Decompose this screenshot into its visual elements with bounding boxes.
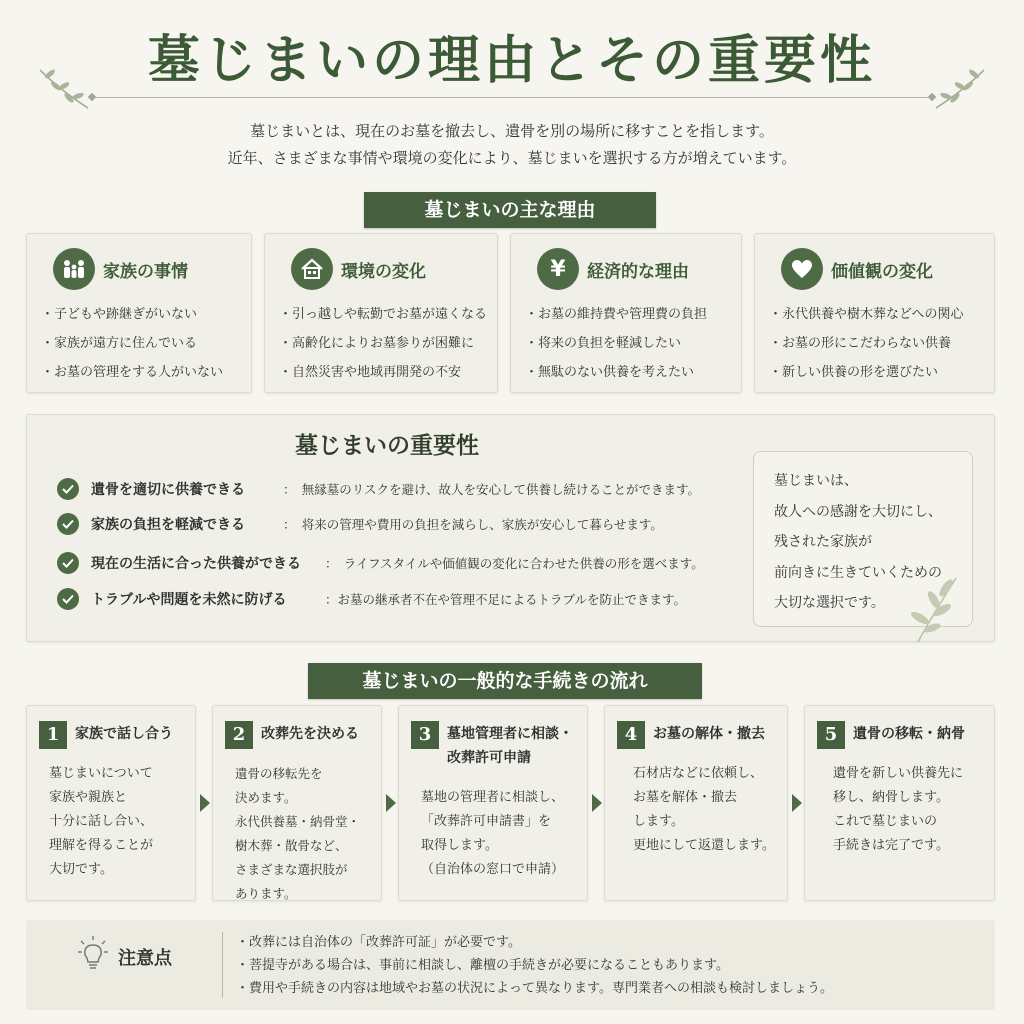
importance-label: 現在の生活に合った供養ができる — [91, 556, 301, 572]
step-title — [653, 722, 765, 746]
check-icon — [57, 588, 79, 610]
step-title-line: 改葬先を決める — [261, 726, 359, 742]
importance-desc: ： ライフスタイルや価値観の変化に合わせた供養の形を選べます。 — [325, 556, 704, 571]
list-item: ・ 新しい供養の形を選びたい — [769, 358, 964, 387]
check-icon — [57, 513, 79, 535]
list-item: ・ 家族が遠方に住んでいる — [41, 329, 223, 358]
importance-label: 家族の負担を軽減できる — [91, 517, 245, 533]
flow-step-2 — [212, 705, 382, 901]
step-title — [75, 722, 173, 746]
step-body-line: 家族や親族と — [49, 790, 128, 805]
step-body-line: 十分に話し合い、 — [49, 814, 154, 829]
step-number: 2 — [225, 721, 253, 749]
flow-step-3 — [398, 705, 588, 901]
step-body-line: （自治体の窓口で申請） — [421, 862, 565, 877]
step-number: 3 — [411, 721, 439, 749]
step-number: 1 — [39, 721, 67, 749]
flow-step-5 — [804, 705, 995, 901]
importance-desc: ： 無縁墓のリスクを避け、故人を安心して供養し続けることができます。 — [283, 482, 701, 497]
step-body-line: 永代供養墓・納骨堂・ — [235, 814, 361, 829]
importance-heading: 墓じまいの重要性 — [295, 432, 479, 459]
importance-row — [57, 587, 286, 611]
card-title: 経済的な理由 — [587, 261, 689, 282]
step-body — [235, 762, 360, 906]
check-icon — [57, 552, 79, 574]
step-body-line: 墓地の管理者に相談し、 — [421, 790, 565, 805]
flow-step-4 — [604, 705, 788, 901]
step-body — [49, 762, 153, 882]
list-item: ・ 子どもや跡継ぎがいない — [41, 300, 223, 329]
list-item: ・ 引っ越しや転勤でお墓が遠くなる — [279, 300, 487, 329]
step-body — [633, 762, 775, 858]
list-item: ・ 無駄のない供養を考えたい — [525, 358, 707, 387]
step-title — [447, 722, 573, 770]
step-title — [853, 722, 965, 746]
step-body-line: あります。 — [235, 886, 297, 901]
step-title — [261, 722, 359, 746]
list-item: ・ 永代供養や樹木葬などへの関心 — [769, 300, 964, 329]
flow-heading: 墓じまいの一般的な手続きの流れ — [308, 663, 702, 699]
step-body-line: 大切です。 — [49, 862, 113, 877]
step-title-line: 墓地管理者に相談・ — [447, 726, 573, 742]
step-body-line: 更地にして返還します。 — [633, 838, 775, 853]
arrow-right-icon — [592, 794, 602, 812]
reasons-heading: 墓じまいの主な理由 — [364, 192, 656, 228]
list-item: ・ 高齢化によりお墓参りが困難に — [279, 329, 487, 358]
page-title: 墓じまいの理由とその重要性 — [147, 30, 876, 91]
step-body-line: 石材店などに依頼し、 — [633, 766, 764, 781]
step-body-line: お墓を解体・撤去 — [633, 790, 738, 805]
arrow-right-icon — [200, 794, 210, 812]
intro-line: 近年、さまざまな事情や環境の変化により、墓じまいを選択する方が増えています。 — [227, 149, 797, 167]
importance-label: トラブルや問題を未然に防げる — [91, 592, 287, 608]
quote-line: 墓じまいは、 — [774, 473, 858, 489]
list-item: ・ 自然災害や地域再開発の不安 — [279, 358, 487, 387]
step-body-line: 「改葬許可申請書」を — [421, 814, 552, 829]
step-body-line: さまざまな選択肢が — [235, 862, 348, 877]
step-body-line: 移し、納骨します。 — [833, 790, 949, 805]
step-body-line: 理解を得ることが — [49, 838, 154, 853]
check-icon — [57, 478, 79, 500]
step-body-line: 取得します。 — [421, 838, 498, 853]
importance-section — [26, 414, 995, 642]
card-title: 価値観の変化 — [831, 261, 933, 282]
importance-row — [57, 512, 245, 536]
quote-line: 故人への感謝を大切にし、 — [774, 503, 942, 520]
laurel-icon — [932, 64, 988, 112]
quote-line: 前向きに生きていくための — [774, 564, 942, 581]
lightbulb-icon — [78, 936, 108, 972]
notes-divider — [222, 932, 223, 998]
card-title: 家族の事情 — [103, 261, 188, 282]
step-body-line: これで墓じまいの — [833, 814, 938, 829]
step-body-line: 遺骨の移転先を — [235, 766, 323, 781]
importance-label: 遺骨を適切に供養できる — [91, 482, 245, 498]
reason-card-family — [26, 233, 252, 393]
notes-title: 注意点 — [118, 948, 172, 969]
note-item: ・ 費用や手続きの内容は地域やお墓の状況によって異なります。専門業者への相談も検討しましょう。 — [236, 977, 833, 1000]
importance-desc: ：お墓の継承者不在や管理不足によるトラブルを防止できます。 — [325, 592, 687, 607]
title-divider — [92, 97, 932, 98]
yen-icon: ¥ — [537, 248, 579, 290]
step-body-line: 決めます。 — [235, 790, 297, 805]
step-body — [833, 762, 963, 858]
step-title-line: 遺骨の移転・納骨 — [853, 726, 965, 742]
leaf-icon — [898, 570, 964, 644]
importance-desc: ： 将来の管理や費用の負担を減らし、家族が安心して暮らせます。 — [283, 517, 663, 532]
step-body-line: 樹木葬・散骨など、 — [235, 838, 348, 853]
arrow-right-icon — [386, 794, 396, 812]
quote-line: 残された家族が — [774, 534, 872, 550]
laurel-icon — [36, 64, 92, 112]
step-body-line: します。 — [633, 814, 684, 829]
reason-card-economic — [510, 233, 742, 393]
step-body-line: 手続きは完了です。 — [833, 838, 949, 853]
list-item: ・ お墓の維持費や管理費の負担 — [525, 300, 707, 329]
step-title-line: 改葬許可申請 — [447, 750, 531, 766]
house-icon — [291, 248, 333, 290]
step-number: 4 — [617, 721, 645, 749]
step-body — [421, 786, 564, 882]
note-item: ・ 菩提寺がある場合は、事前に相談し、離檀の手続きが必要になることもあります。 — [236, 954, 833, 977]
reason-card-environment — [264, 233, 498, 393]
step-title-line: お墓の解体・撤去 — [653, 726, 765, 742]
quote-line: 大切な選択です。 — [774, 595, 885, 611]
step-body-line: 墓じまいについて — [49, 766, 153, 781]
list-item: ・ お墓の管理をする人がいない — [41, 358, 223, 387]
intro-line: 墓じまいとは、現在のお墓を撤去し、遺骨を別の場所に移すことを指します。 — [250, 122, 774, 140]
step-title-line: 家族で話し合う — [75, 726, 173, 742]
card-title: 環境の変化 — [341, 261, 426, 282]
family-icon — [53, 248, 95, 290]
list-item: ・ 将来の負担を軽減したい — [525, 329, 707, 358]
notes-section — [26, 920, 995, 1010]
list-item: ・ お墓の形にこだわらない供養 — [769, 329, 964, 358]
flow-step-1 — [26, 705, 196, 901]
importance-row — [57, 551, 301, 575]
note-item: ・ 改葬には自治体の「改葬許可証」が必要です。 — [236, 931, 833, 954]
reason-card-values — [754, 233, 995, 393]
arrow-right-icon — [792, 794, 802, 812]
step-number: 5 — [817, 721, 845, 749]
heart-icon — [781, 248, 823, 290]
step-body-line: 遺骨を新しい供養先に — [833, 766, 964, 781]
importance-row — [57, 477, 245, 501]
intro-text — [0, 118, 1024, 172]
